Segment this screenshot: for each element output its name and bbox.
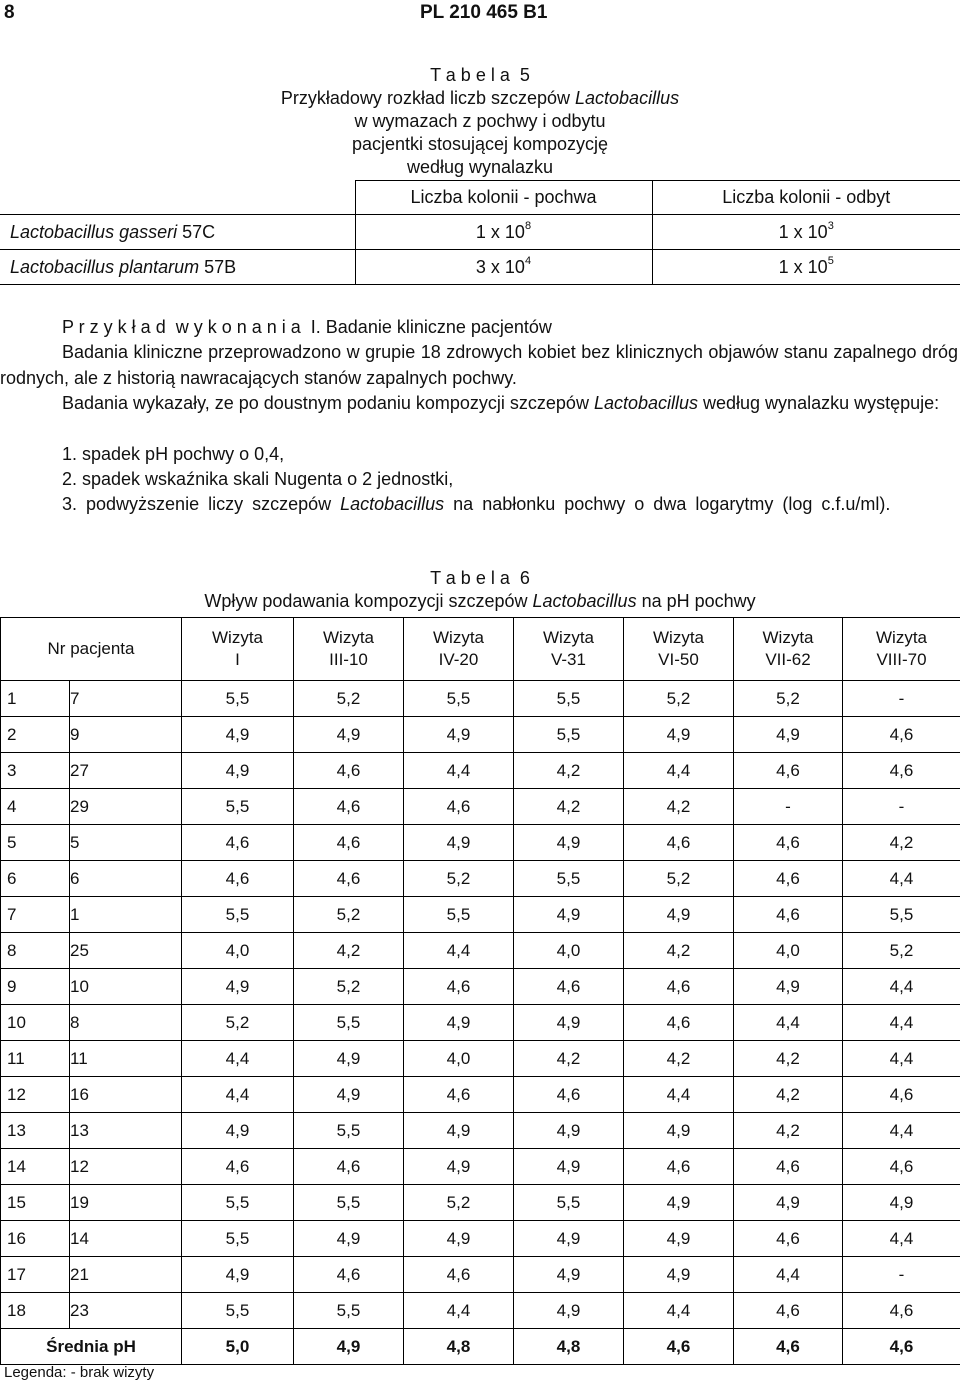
- ph-value-cell: 5,2: [734, 681, 843, 717]
- ph-value-cell: 5,5: [294, 1185, 404, 1221]
- average-value: 4,8: [404, 1329, 514, 1365]
- table5-header-odbyt: Liczba kolonii - odbyt: [652, 181, 960, 215]
- ph-value-cell: 4,6: [514, 1077, 624, 1113]
- table-row: [1, 1149, 960, 1185]
- ph-value-cell: 4,4: [624, 753, 734, 789]
- ph-value-cell: 4,9: [182, 969, 294, 1005]
- table-row: [1, 753, 960, 789]
- ph-value-cell: 4,9: [734, 1185, 843, 1221]
- ph-value-cell: 5,2: [294, 969, 404, 1005]
- ph-value-cell: 4,6: [843, 1077, 960, 1113]
- average-value: 4,6: [843, 1329, 960, 1365]
- ph-value-cell: 4,4: [404, 753, 514, 789]
- ph-value-cell: 4,9: [404, 1005, 514, 1041]
- table-row: [1, 1185, 960, 1221]
- row-index-cell: 7: [1, 897, 70, 933]
- table6-header-row: [1, 618, 960, 681]
- ph-value-cell: 4,4: [624, 1293, 734, 1329]
- table6-header-visit: Wizyta VI-50: [624, 618, 734, 681]
- patient-number-cell: 7: [70, 681, 182, 717]
- result-item-3: 3. podwyższenie liczy szczepów Lactobacillus na nabłonku pochwy o dwa logarytmy (log c.f.u/ml).: [62, 494, 891, 514]
- table5-title-line4: według wynalazku: [406, 157, 554, 177]
- document-id: PL 210 465 B1: [420, 2, 548, 23]
- ph-value-cell: 4,2: [734, 1077, 843, 1113]
- ph-value-cell: 4,2: [514, 789, 624, 825]
- patient-number-cell: 12: [70, 1149, 182, 1185]
- row-index-cell: 15: [1, 1185, 70, 1221]
- row-index-cell: 9: [1, 969, 70, 1005]
- table5-title-line3: pacjentki stosującej kompozycję: [351, 134, 609, 154]
- ph-value-cell: 4,6: [843, 753, 960, 789]
- average-value: 4,9: [294, 1329, 404, 1365]
- ph-value-cell: 4,6: [734, 825, 843, 861]
- ph-value-cell: 4,4: [404, 933, 514, 969]
- ph-value-cell: 5,2: [182, 1005, 294, 1041]
- ph-value-cell: 5,5: [182, 789, 294, 825]
- ph-value-cell: 4,9: [514, 1113, 624, 1149]
- ph-value-cell: 5,5: [404, 897, 514, 933]
- ph-value-cell: 4,9: [294, 717, 404, 753]
- ph-value-cell: 4,4: [843, 1221, 960, 1257]
- row-index-cell: 11: [1, 1041, 70, 1077]
- ph-value-cell: 4,9: [404, 1149, 514, 1185]
- table-row: [1, 1113, 960, 1149]
- ph-value-cell: 5,5: [294, 1293, 404, 1329]
- ph-value-cell: 5,5: [182, 1185, 294, 1221]
- patient-number-cell: 27: [70, 753, 182, 789]
- ph-value-cell: 4,9: [624, 1221, 734, 1257]
- ph-value-cell: 5,2: [624, 681, 734, 717]
- ph-value-cell: 5,5: [404, 681, 514, 717]
- ph-value-cell: 5,5: [182, 1293, 294, 1329]
- ph-value-cell: 4,9: [182, 753, 294, 789]
- ph-value-cell: 4,0: [514, 933, 624, 969]
- table5-odbyt-value: 1 x $10^5$: [652, 250, 960, 285]
- table6: [0, 617, 960, 1365]
- ph-value-cell: 4,9: [514, 1221, 624, 1257]
- table-row: [1, 861, 960, 897]
- table6-header-visit: Wizyta I: [182, 618, 294, 681]
- patient-number-cell: 16: [70, 1077, 182, 1113]
- ph-value-cell: 5,5: [182, 897, 294, 933]
- ph-value-cell: 4,6: [182, 825, 294, 861]
- patient-number-cell: 23: [70, 1293, 182, 1329]
- ph-value-cell: 4,6: [404, 1077, 514, 1113]
- ph-value-cell: 4,9: [734, 717, 843, 753]
- ph-value-cell: 5,2: [294, 897, 404, 933]
- table6-header-visit: Wizyta VII-62: [734, 618, 843, 681]
- table-row: [1, 1257, 960, 1293]
- table-row: [1, 1041, 960, 1077]
- ph-value-cell: 5,2: [294, 681, 404, 717]
- patient-number-cell: 25: [70, 933, 182, 969]
- table6-header-patient: Nr pacjenta: [1, 618, 182, 681]
- patient-number-cell: 11: [70, 1041, 182, 1077]
- ph-value-cell: 4,9: [624, 1257, 734, 1293]
- table6-header-visit: Wizyta VIII-70: [843, 618, 960, 681]
- ph-value-cell: 4,4: [843, 1113, 960, 1149]
- ph-value-cell: 4,0: [734, 933, 843, 969]
- row-index-cell: 12: [1, 1077, 70, 1113]
- row-index-cell: 6: [1, 861, 70, 897]
- ph-value-cell: 4,6: [734, 753, 843, 789]
- patient-number-cell: 10: [70, 969, 182, 1005]
- ph-value-cell: 4,9: [514, 897, 624, 933]
- ph-value-cell: 4,2: [734, 1113, 843, 1149]
- ph-value-cell: 4,6: [294, 1257, 404, 1293]
- table6-title: Wpływ podawania kompozycji szczepów Lactobacillus na pH pochwy: [204, 591, 756, 611]
- ph-value-cell: -: [843, 1257, 960, 1293]
- ph-value-cell: 4,9: [843, 1185, 960, 1221]
- ph-value-cell: 4,6: [843, 717, 960, 753]
- ph-value-cell: 5,5: [182, 1221, 294, 1257]
- patient-number-cell: 29: [70, 789, 182, 825]
- table-row: [1, 1293, 960, 1329]
- ph-value-cell: 4,6: [182, 1149, 294, 1185]
- ph-value-cell: 4,6: [404, 789, 514, 825]
- table-row: [1, 681, 960, 717]
- ph-value-cell: 5,5: [514, 1185, 624, 1221]
- row-index-cell: 4: [1, 789, 70, 825]
- ph-value-cell: 4,6: [624, 1005, 734, 1041]
- result-item-2: 2. spadek wskaźnika skali Nugenta o 2 jednostki,: [62, 469, 454, 489]
- ph-value-cell: 4,9: [182, 1257, 294, 1293]
- table6-legend: Legenda: - brak wizyty: [4, 1364, 155, 1381]
- ph-value-cell: 4,9: [404, 1221, 514, 1257]
- example-paragraph-1: Badania kliniczne przeprowadzono w grupie 18 zdrowych kobiet bez klinicznych objawów stanu zapalnego dróg rodnych, ale z historią nawracających stanów zapalnych pochwy.: [0, 342, 958, 388]
- table6-caption: [0, 567, 960, 613]
- ph-value-cell: 4,9: [514, 1149, 624, 1185]
- table6-header-visit: Wizyta V-31: [514, 618, 624, 681]
- patient-number-cell: 5: [70, 825, 182, 861]
- average-value: 5,0: [182, 1329, 294, 1365]
- ph-value-cell: 4,4: [404, 1293, 514, 1329]
- row-index-cell: 17: [1, 1257, 70, 1293]
- ph-value-cell: 4,6: [624, 825, 734, 861]
- ph-value-cell: -: [843, 681, 960, 717]
- average-label: Średnia pH: [1, 1329, 182, 1365]
- patient-number-cell: 9: [70, 717, 182, 753]
- ph-value-cell: 4,9: [624, 897, 734, 933]
- ph-value-cell: 4,9: [182, 717, 294, 753]
- average-row: [1, 1329, 960, 1365]
- row-index-cell: 10: [1, 1005, 70, 1041]
- ph-value-cell: 5,5: [843, 897, 960, 933]
- ph-value-cell: 4,9: [624, 717, 734, 753]
- result-item-1: 1. spadek pH pochwy o 0,4,: [62, 444, 285, 464]
- table-row: [1, 1077, 960, 1113]
- table5-title-line1: Przykładowy rozkład liczb szczepów Lactobacillus: [280, 88, 680, 108]
- table-row: [1, 897, 960, 933]
- ph-value-cell: 4,6: [734, 1149, 843, 1185]
- ph-value-cell: 4,2: [294, 933, 404, 969]
- row-index-cell: 5: [1, 825, 70, 861]
- row-index-cell: 8: [1, 933, 70, 969]
- ph-value-cell: 4,2: [624, 789, 734, 825]
- ph-value-cell: 4,6: [294, 753, 404, 789]
- table5-corner-cell: [0, 181, 355, 215]
- ph-value-cell: 5,2: [843, 933, 960, 969]
- row-index-cell: 18: [1, 1293, 70, 1329]
- table5: [0, 180, 960, 285]
- ph-value-cell: 4,9: [514, 825, 624, 861]
- ph-value-cell: 4,4: [843, 1005, 960, 1041]
- table6-label: T a b e l a 6: [430, 568, 530, 588]
- row-index-cell: 13: [1, 1113, 70, 1149]
- table-row: [1, 825, 960, 861]
- ph-value-cell: 4,4: [182, 1077, 294, 1113]
- example-paragraph-2: Badania wykazały, ze po doustnym podaniu kompozycji szczepów Lactobacillus według wynalazku występuje:: [62, 393, 940, 413]
- ph-value-cell: 4,9: [404, 717, 514, 753]
- ph-value-cell: 4,6: [734, 1293, 843, 1329]
- table-row: [1, 717, 960, 753]
- ph-value-cell: 4,9: [514, 1005, 624, 1041]
- ph-value-cell: 4,9: [624, 1113, 734, 1149]
- patient-number-cell: 19: [70, 1185, 182, 1221]
- ph-value-cell: 5,5: [514, 681, 624, 717]
- ph-value-cell: 4,2: [514, 1041, 624, 1077]
- table-row: [1, 1005, 960, 1041]
- ph-value-cell: 4,6: [182, 861, 294, 897]
- patient-number-cell: 1: [70, 897, 182, 933]
- table5-pochwa-value: 3 x $10^4$: [355, 250, 652, 285]
- ph-value-cell: 4,9: [404, 825, 514, 861]
- row-index-cell: 16: [1, 1221, 70, 1257]
- ph-value-cell: -: [734, 789, 843, 825]
- table-row: [1, 969, 960, 1005]
- ph-value-cell: 4,2: [514, 753, 624, 789]
- patient-number-cell: 21: [70, 1257, 182, 1293]
- ph-value-cell: 4,6: [294, 789, 404, 825]
- table-row: [1, 933, 960, 969]
- ph-value-cell: 4,9: [294, 1041, 404, 1077]
- table5-caption: [0, 64, 960, 179]
- ph-value-cell: 4,6: [294, 825, 404, 861]
- ph-value-cell: 4,4: [843, 969, 960, 1005]
- ph-value-cell: 4,9: [514, 1293, 624, 1329]
- ph-value-cell: 4,0: [182, 933, 294, 969]
- ph-value-cell: 4,6: [734, 861, 843, 897]
- ph-value-cell: 4,6: [514, 969, 624, 1005]
- ph-value-cell: 4,4: [734, 1257, 843, 1293]
- ph-value-cell: 4,9: [294, 1077, 404, 1113]
- table5-strain-name: Lactobacillus gasseri 57C: [0, 215, 355, 250]
- ph-value-cell: 4,6: [624, 969, 734, 1005]
- ph-value-cell: 5,5: [294, 1005, 404, 1041]
- row-index-cell: 2: [1, 717, 70, 753]
- table6-header-visit: Wizyta IV-20: [404, 618, 514, 681]
- table6-header-visit: Wizyta III-10: [294, 618, 404, 681]
- ph-value-cell: 4,4: [182, 1041, 294, 1077]
- row-index-cell: 14: [1, 1149, 70, 1185]
- table-row: [0, 250, 960, 285]
- ph-value-cell: 4,6: [294, 1149, 404, 1185]
- table-row: [0, 215, 960, 250]
- ph-value-cell: 5,2: [624, 861, 734, 897]
- example-title: P r z y k ł a d w y k o n a n i a I. Badanie kliniczne pacjentów: [62, 317, 552, 337]
- ph-value-cell: 4,2: [734, 1041, 843, 1077]
- ph-value-cell: 5,5: [182, 681, 294, 717]
- ph-value-cell: 4,6: [294, 861, 404, 897]
- table5-label: T a b e l a 5: [430, 65, 530, 85]
- ph-value-cell: 5,5: [514, 717, 624, 753]
- ph-value-cell: 4,6: [404, 969, 514, 1005]
- ph-value-cell: 5,5: [514, 861, 624, 897]
- ph-value-cell: 4,4: [843, 1041, 960, 1077]
- patient-number-cell: 13: [70, 1113, 182, 1149]
- patient-number-cell: 6: [70, 861, 182, 897]
- ph-value-cell: 4,4: [734, 1005, 843, 1041]
- ph-value-cell: 4,2: [624, 1041, 734, 1077]
- table5-strain-name: Lactobacillus plantarum 57B: [0, 250, 355, 285]
- row-index-cell: 1: [1, 681, 70, 717]
- ph-value-cell: 4,2: [843, 825, 960, 861]
- ph-value-cell: 5,2: [404, 1185, 514, 1221]
- ph-value-cell: 4,4: [624, 1077, 734, 1113]
- table5-pochwa-value: 1 x $10^8$: [355, 215, 652, 250]
- ph-value-cell: 4,4: [843, 861, 960, 897]
- patient-number-cell: 8: [70, 1005, 182, 1041]
- ph-value-cell: 4,9: [294, 1221, 404, 1257]
- ph-value-cell: 4,9: [182, 1113, 294, 1149]
- ph-value-cell: 4,6: [624, 1149, 734, 1185]
- ph-value-cell: 5,5: [294, 1113, 404, 1149]
- table5-header-pochwa: Liczba kolonii - pochwa: [355, 181, 652, 215]
- table5-title-line2: w wymazach z pochwy i odbytu: [354, 111, 606, 131]
- ph-value-cell: 4,9: [624, 1185, 734, 1221]
- ph-value-cell: 4,6: [734, 897, 843, 933]
- ph-value-cell: 4,9: [404, 1113, 514, 1149]
- ph-value-cell: 4,6: [734, 1221, 843, 1257]
- ph-value-cell: 4,6: [843, 1293, 960, 1329]
- ph-value-cell: 4,2: [624, 933, 734, 969]
- table5-odbyt-value: 1 x $10^3$: [652, 215, 960, 250]
- ph-value-cell: 4,6: [404, 1257, 514, 1293]
- ph-value-cell: 4,0: [404, 1041, 514, 1077]
- table-row: [1, 1221, 960, 1257]
- ph-value-cell: 4,9: [734, 969, 843, 1005]
- ph-value-cell: 4,9: [514, 1257, 624, 1293]
- average-value: 4,6: [734, 1329, 843, 1365]
- patient-number-cell: 14: [70, 1221, 182, 1257]
- ph-value-cell: -: [843, 789, 960, 825]
- table5-header-row: [0, 181, 960, 215]
- row-index-cell: 3: [1, 753, 70, 789]
- average-value: 4,6: [624, 1329, 734, 1365]
- table-row: [1, 789, 960, 825]
- ph-value-cell: 4,6: [843, 1149, 960, 1185]
- ph-value-cell: 5,2: [404, 861, 514, 897]
- page-number: 8: [4, 2, 15, 23]
- average-value: 4,8: [514, 1329, 624, 1365]
